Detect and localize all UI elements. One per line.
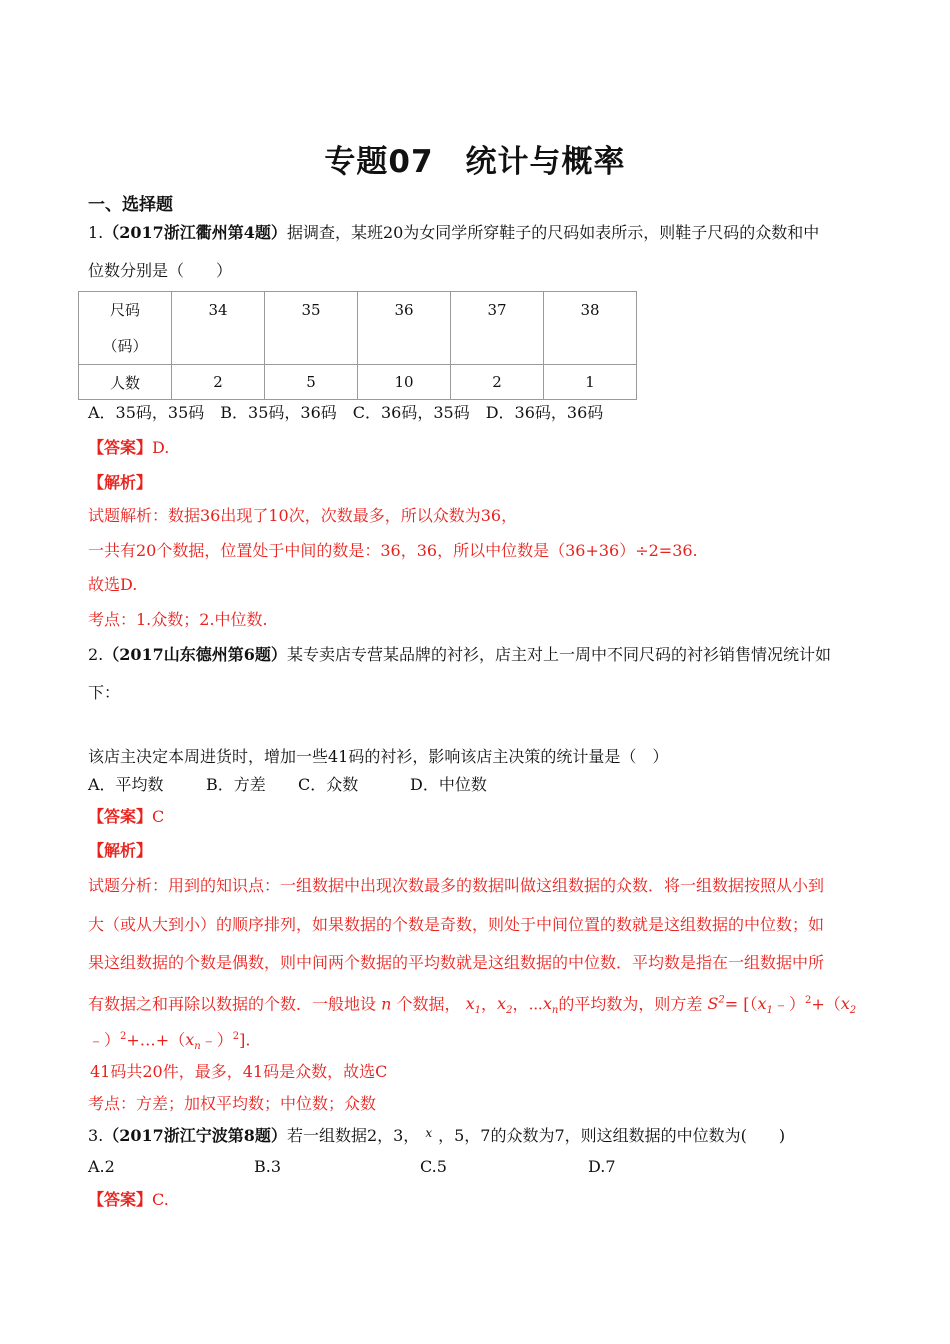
q2-analysis-5 bbox=[88, 1026, 250, 1059]
analysis-text: 有数据之和再除以数据的个数．一般地设 bbox=[88, 994, 377, 1014]
analysis-text: 个数据， bbox=[396, 994, 461, 1014]
variable-x2: $x_2$ bbox=[497, 994, 513, 1017]
q2-point: 考点：方差；加权平均数；中位数；众数 bbox=[88, 1094, 377, 1113]
variable-x1: $x_1$ bbox=[465, 994, 482, 1017]
variable-x1: $x_1$ bbox=[757, 994, 773, 1017]
size-value: 38 bbox=[580, 301, 600, 319]
q2-analysis-3: 果这组数据的个数是偶数，则中间两个数据的平均数就是这组数据的中位数．平均数是指在一组数据中所 bbox=[88, 953, 825, 972]
variable-x: x bbox=[425, 1126, 433, 1140]
answer-tag: 【答案】 bbox=[88, 438, 153, 457]
table-cell bbox=[451, 292, 544, 365]
size-unit-label: （码） bbox=[102, 337, 148, 355]
q2-number: 2. bbox=[88, 645, 104, 664]
analysis-text: +（ bbox=[811, 994, 841, 1014]
variance-symbol: $S^2$ bbox=[707, 994, 725, 1014]
q3-line-1 bbox=[88, 1122, 785, 1147]
analysis-text: ﹣） bbox=[772, 994, 805, 1014]
size-label: 尺码 bbox=[109, 301, 140, 319]
analysis-text: +…+（ bbox=[126, 1030, 186, 1050]
variable-n: n bbox=[381, 994, 392, 1014]
analysis-text: ﹣） bbox=[88, 1030, 121, 1050]
option-a: A.2 bbox=[88, 1157, 115, 1176]
answer-value: C bbox=[152, 807, 165, 826]
q3-text-1: 若一组数据2，3， bbox=[286, 1126, 420, 1145]
q1-options: A．35码，35码 B．35码，36码 C．36码，35码 D．36码，36码 bbox=[88, 403, 604, 422]
q2-analysis-2: 大（或从大到小）的顺序排列，如果数据的个数是奇数，则处于中间位置的数就是这组数据的中位数；如 bbox=[88, 915, 825, 934]
variable-xn: $x_n$ bbox=[185, 1030, 201, 1053]
q1-size-table bbox=[78, 291, 637, 400]
answer-value: D. bbox=[152, 438, 170, 457]
size-value: 37 bbox=[487, 301, 507, 319]
table-cell bbox=[172, 292, 265, 365]
answer-value: C. bbox=[152, 1190, 169, 1209]
answer-tag: 【答案】 bbox=[88, 1190, 153, 1209]
variable-xn: $x_n$ bbox=[542, 994, 559, 1017]
q1-number: 1. bbox=[88, 223, 104, 242]
q2-analysis-6: 41码共20件，最多，41码是众数，故选C bbox=[90, 1062, 388, 1081]
option-d: D．中位数 bbox=[410, 775, 487, 794]
count-value: 5 bbox=[265, 365, 358, 400]
q2-line-2: 下： bbox=[88, 683, 121, 702]
square-sup: 2 bbox=[232, 1031, 240, 1042]
analysis-text: 的平均数为，则方差 bbox=[558, 994, 703, 1014]
table-cell bbox=[265, 292, 358, 365]
size-value: 36 bbox=[394, 301, 414, 319]
count-value: 10 bbox=[358, 365, 451, 400]
analysis-text: ﹣） bbox=[200, 1030, 233, 1050]
q2-analysis-1: 试题分析：用到的知识点：一组数据中出现次数最多的数据叫做这组数据的众数．将一组数据按照从小到 bbox=[88, 876, 825, 895]
q1-text-1: 据调查，某班20为女同学所穿鞋子的尺码如表所示，则鞋子尺码的众数和中 bbox=[286, 223, 820, 242]
count-label: 人数 bbox=[79, 365, 172, 400]
analysis-text: ]. bbox=[239, 1030, 251, 1050]
q1-analysis-3: 故选D. bbox=[88, 575, 138, 594]
count-value: 2 bbox=[172, 365, 265, 400]
q1-analysis-1: 试题解析：数据36出现了10次，次数最多，所以众数为36， bbox=[88, 506, 518, 525]
size-value: 35 bbox=[301, 301, 321, 319]
variable-x2: $x_2$ bbox=[840, 994, 857, 1017]
square-sup: 2 bbox=[804, 995, 812, 1006]
q1-point: 考点：1.众数；2.中位数. bbox=[88, 610, 268, 629]
count-value: 2 bbox=[451, 365, 544, 400]
option-b: B．方差 bbox=[206, 775, 266, 794]
q2-line-3: 该店主决定本周进货时，增加一些41码的衬衫，影响该店主决策的统计量是（ ） bbox=[88, 747, 669, 766]
table-row bbox=[79, 292, 637, 365]
table-row bbox=[79, 365, 637, 400]
q3-number: 3. bbox=[88, 1126, 104, 1145]
q3-text-2: ，5，7的众数为7，则这组数据的中位数为( ) bbox=[438, 1126, 786, 1145]
answer-tag: 【答案】 bbox=[88, 807, 153, 826]
q1-analysis-tag: 【解析】 bbox=[88, 473, 153, 492]
q2-text-1: 某专卖店专营某品牌的衬衫，店主对上一周中不同尺码的衬衫销售情况统计如 bbox=[286, 645, 831, 664]
q2-analysis-tag: 【解析】 bbox=[88, 841, 153, 860]
q1-answer bbox=[88, 437, 169, 459]
section-heading: 一、选择题 bbox=[88, 195, 173, 215]
table-cell bbox=[358, 292, 451, 365]
count-value: 1 bbox=[544, 365, 637, 400]
q1-line-2: 位数分别是（ ） bbox=[88, 261, 233, 280]
table-cell-header bbox=[79, 292, 172, 365]
q2-analysis-4: 有数据之和再除以数据的个数．一般地设 n 个数据， $x_1$，$x_2$，$\cdots x_n$的平均数为，则方差 $S^2=$ [$(x_1﹣)^2+(x_2$ bbox=[88, 994, 857, 1017]
option-d: D.7 bbox=[588, 1157, 616, 1176]
square-sup: 2 bbox=[120, 1031, 127, 1042]
q3-answer bbox=[88, 1189, 169, 1211]
q2-source: （2017山东德州第6题） bbox=[103, 645, 287, 664]
q1-analysis-2: 一共有20个数据，位置处于中间的数是：36，36，所以中位数是（36+36）÷2=36. bbox=[88, 541, 698, 560]
size-value: 34 bbox=[208, 301, 228, 319]
q1-line-1 bbox=[88, 222, 819, 244]
table-cell bbox=[544, 292, 637, 365]
page-title: 专题07 统计与概率 bbox=[324, 144, 626, 180]
q3-source: （2017浙江宁波第8题） bbox=[103, 1126, 287, 1145]
option-c: C．众数 bbox=[298, 775, 359, 794]
analysis-text: = [（ bbox=[724, 994, 758, 1014]
option-a: A．平均数 bbox=[88, 775, 164, 794]
q2-answer bbox=[88, 806, 164, 828]
option-c: C.5 bbox=[420, 1157, 447, 1176]
q1-source: （2017浙江衢州第4题） bbox=[103, 223, 287, 242]
q2-line-1 bbox=[88, 644, 831, 666]
option-b: B.3 bbox=[254, 1157, 282, 1176]
